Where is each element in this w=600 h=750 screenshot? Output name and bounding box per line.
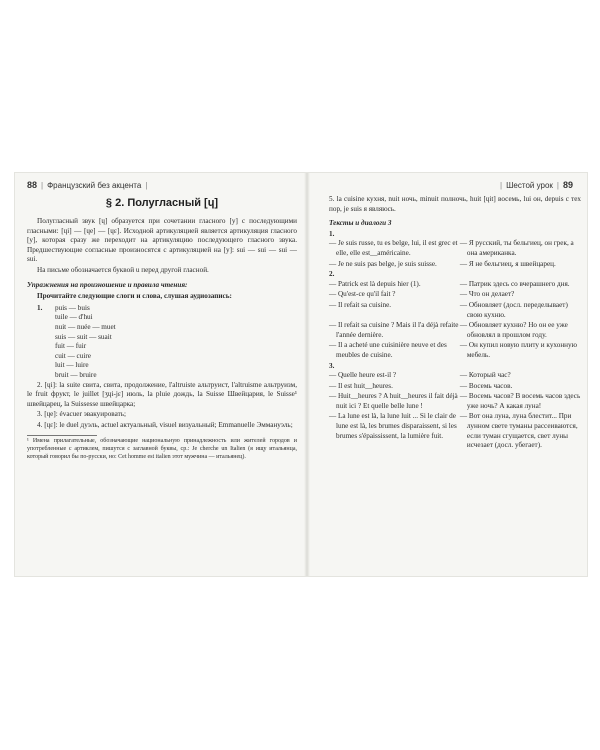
dialog-russian-translation: — Который час? bbox=[459, 371, 511, 380]
dialog-line bbox=[329, 239, 581, 258]
intro-paragraph-1: Полугласный звук [ɥ] образуется при сочетании гласного [y] с последующими гласными: [ɥi] — [ɥe] — [ɥɛ]. Исходной артикуляцией является артикуляция гласного [y], которая сразу же переходит на артикуляцию последующего гласного звука. Предшествующие согласные произносятся с артикуляцией на [y]: sui — sui — sui — sui. bbox=[27, 217, 297, 264]
dialog-russian-translation: — Он купил новую плиту и кухонную мебель. bbox=[459, 341, 577, 359]
dialog-line bbox=[329, 301, 581, 320]
dialog-russian-translation: — Я русский, ты бельгиец, он грек, а она американка. bbox=[459, 239, 574, 257]
dialog-line bbox=[329, 412, 581, 450]
dialog-french-text: — Il est huit__heures. bbox=[329, 381, 393, 390]
book-spread bbox=[14, 172, 588, 577]
footnote: ¹ Имена прилагательные, обозначающие национальную принадлежность или жителей городов и употребленные с артиклем, пишутся с заглавной буквы, ср.: Je cherche un Italien (я ищу итальянца, который говорил бы по-русски, но: Cet homme est italien этот мужчина — итальянец). bbox=[27, 438, 297, 460]
dialog-line bbox=[329, 341, 581, 360]
dialog-russian-translation: — Восемь часов? В восемь часов здесь уже ночь? А какая луна! bbox=[459, 392, 581, 410]
syllable-row: puis — buis bbox=[55, 303, 90, 312]
dialog-line bbox=[329, 280, 581, 290]
syllable-row: luit — luire bbox=[55, 361, 89, 370]
syllable-list bbox=[37, 304, 297, 381]
left-running-head: 88 | Французский без акцента | bbox=[27, 180, 148, 190]
left-running-title: Французский без акцента bbox=[47, 181, 142, 190]
dialog-french-text: — Quelle heure est-il ? bbox=[329, 371, 397, 380]
dialog-french-text: — La lune est là, la lune luit ... Si le clair de lune est là, les brumes disparaissent, si les brumes s'épaississent, la lumière fuit. bbox=[329, 412, 457, 440]
syllable-row: fuit — fuir bbox=[55, 342, 87, 351]
exercise-instruction: Прочитайте следующие слоги и слова, слушая аудиозапись: bbox=[37, 292, 232, 301]
left-content bbox=[27, 195, 297, 461]
dialog-line bbox=[329, 382, 581, 392]
dialog-heading: Тексты и диалоги 3 bbox=[329, 219, 392, 228]
dialog-french-text: — Patrick est là depuis hier (1). bbox=[329, 279, 421, 288]
right-running-head: | Шестой урок | 89 bbox=[500, 180, 573, 190]
dialog-number: 2. bbox=[329, 270, 335, 279]
dialog-line bbox=[329, 260, 581, 270]
intro-paragraph-2: На письме обозначается буквой u перед другой гласной. bbox=[37, 265, 209, 274]
dialog-french-text: — Je ne suis pas belge, je suis suisse. bbox=[329, 259, 437, 268]
dialog-line bbox=[329, 371, 581, 381]
exercise-heading: Упражнения на произношение и правила чтения: bbox=[27, 280, 188, 289]
exercise-item-4: 4. [ɥɛ]: le duel дуэль, actuel актуальный, visuel визуальный; Emmanuelle Эммануэль; bbox=[37, 420, 293, 429]
exercise-item-2: 2. [ɥi]: la suite свита, свита, продолжение, l'altruiste альтруист, l'altruisme альтруизм, le fruit фрукт, le juillet [ʒɥi-jɛ] июль, la pluie дождь, la Suisse Швейцария, le Suisse¹ швейцарец, la Suissesse швейцарка; bbox=[27, 380, 297, 408]
syllable-row: nuit — nuée — muet bbox=[55, 322, 116, 331]
dialog-line bbox=[329, 392, 581, 411]
dialog-line bbox=[329, 290, 581, 300]
right-content bbox=[329, 195, 581, 452]
syllable-row: suis — suit — suait bbox=[55, 332, 112, 341]
footnote-rule bbox=[27, 435, 97, 436]
section-title: § 2. Полугласный [ɥ] bbox=[105, 197, 219, 209]
right-running-title: Шестой урок bbox=[506, 181, 553, 190]
syllable-row: tuile — d'hui bbox=[55, 313, 93, 322]
exercise-item-3: 3. [ɥe]: évacuer эвакуировать; bbox=[37, 410, 127, 419]
syllable-row: bruit — bruire bbox=[55, 370, 97, 379]
dialog-russian-translation: — Вот она луна, луна блестит... При лунном свете туманы рассеиваются, если туман сгущается, свет луны исчезает (досл. убегает). bbox=[459, 412, 578, 450]
syllable-row: cuit — cuire bbox=[55, 351, 91, 360]
dialog-french-text: — Huit__heures ? A huit__heures il fait déjà nuit ici ? Et quelle belle lune ! bbox=[329, 392, 458, 410]
exercise-item-5: 5. la cuisine кухня, nuit ночь, minuit полночь, huit [ɥit] восемь, lui он, depuis с тех пор, je suis я являюсь. bbox=[329, 195, 581, 213]
item-1-number: 1. bbox=[37, 303, 43, 312]
dialog-russian-translation: — Патрик здесь со вчерашнего дня. bbox=[459, 279, 570, 288]
dialog-russian-translation: — Я не бельгиец, я швейцарец. bbox=[459, 259, 556, 268]
dialog-french-text: — Il refait sa cuisine. bbox=[329, 300, 392, 309]
dialog-russian-translation: — Восемь часов. bbox=[459, 381, 513, 390]
dialog-number: 3. bbox=[329, 361, 335, 370]
left-page bbox=[15, 173, 305, 576]
dialog-french-text: — Il refait sa cuisine ? Mais il l'a déjà refaite l'année dernière. bbox=[329, 321, 459, 339]
dialog-french-text: — Qu'est-ce qu'il fait ? bbox=[329, 290, 396, 299]
dialog-french-text: — Je suis russe, tu es belge, lui, il est grec et elle, elle est__américaine. bbox=[329, 239, 458, 257]
dialog-russian-translation: — Обновляет (досл. переделывает) свою кухню. bbox=[459, 300, 568, 319]
right-page bbox=[309, 173, 587, 576]
dialogs-container bbox=[329, 230, 581, 451]
dialog-french-text: — Il a acheté une cuisinière neuve et des meubles de cuisine. bbox=[329, 341, 447, 359]
dialog-number: 1. bbox=[329, 229, 335, 238]
dialog-line bbox=[329, 321, 581, 340]
left-page-number: 88 bbox=[27, 180, 38, 190]
dialog-russian-translation: — Обновляет кухню? Но он ее уже обновлял в прошлом году. bbox=[459, 321, 568, 339]
right-page-number: 89 bbox=[562, 180, 573, 190]
dialog-russian-translation: — Что он делает? bbox=[459, 290, 515, 299]
